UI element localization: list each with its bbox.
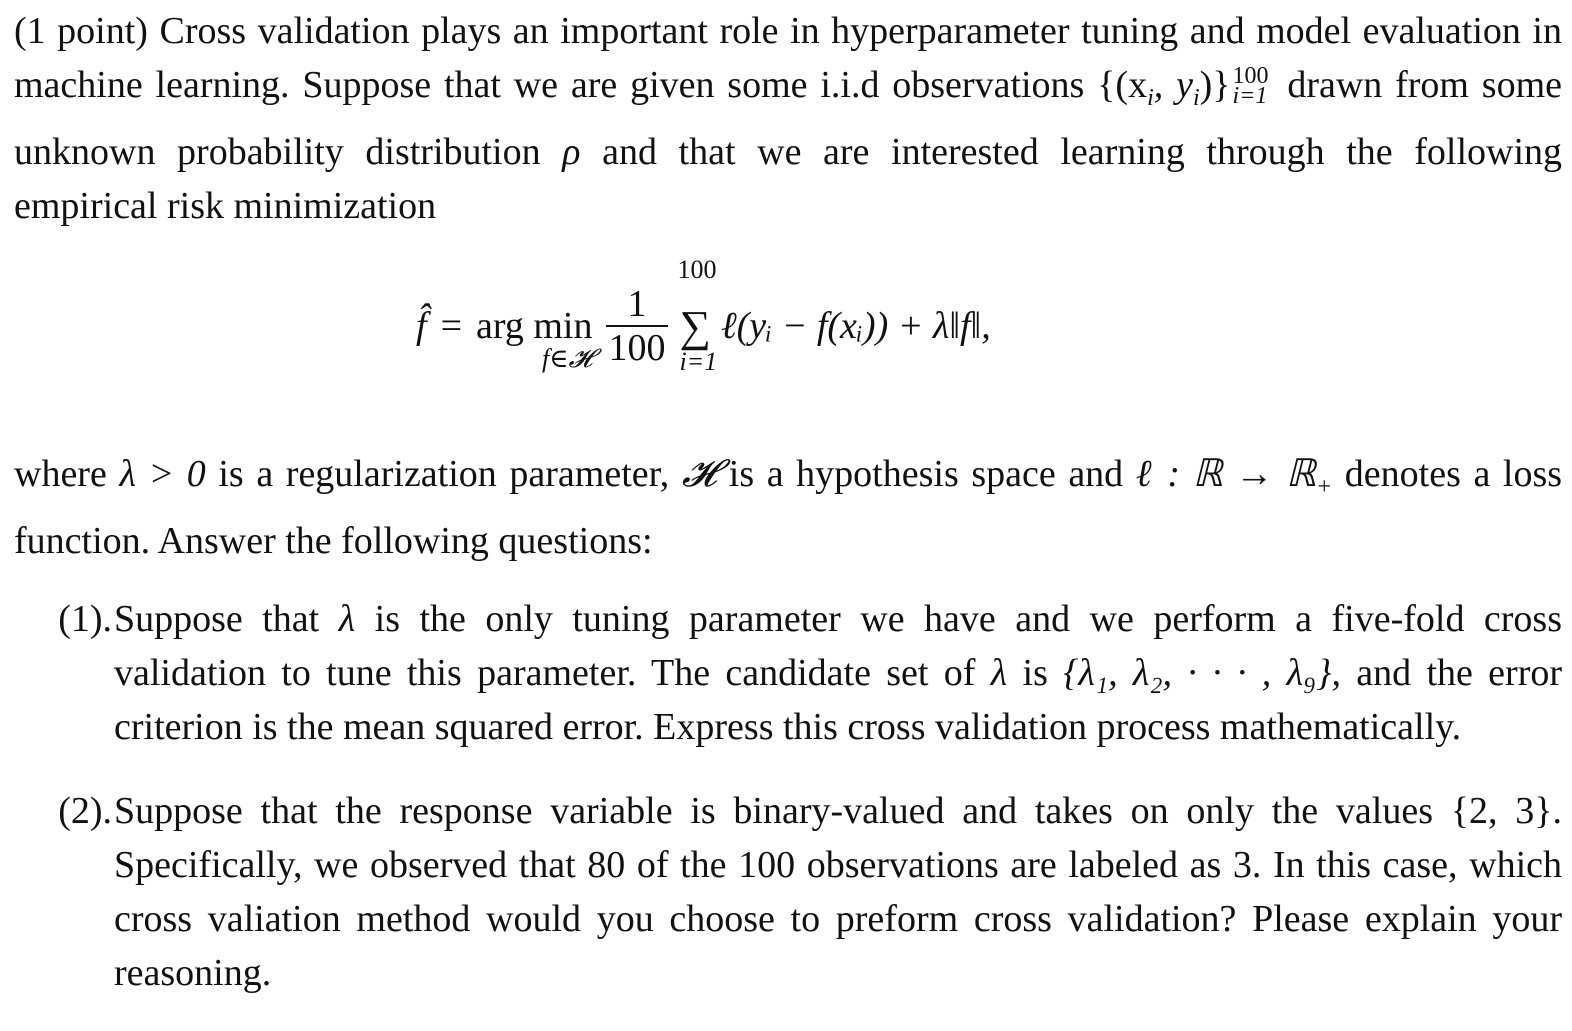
summation: ∑ 100 i=1 [677,254,718,376]
sum-upper-limit: 100 [677,254,717,284]
rho-symbol: ρ [562,131,581,173]
definition-paragraph [14,447,1562,568]
equals-sign: = [440,305,462,347]
hypothesis-space-symbol: 𝓗 [681,453,717,495]
intro-paragraph [14,4,1562,233]
f-hat: f̂ [416,305,427,347]
question-text: Suppose that the response variable is binary-valued and takes on only the values {2, 3}. Specifically, we observed that 80 of the 100 observations are labeled as 3. In this case, which cross valiation method would you choose to preform cross validation? Please explain your reasoning. [114,790,1563,994]
erm-equation [14,247,1562,447]
after-text-4: denotes a loss function. Answer the following questions: [14,453,1563,562]
fraction-denominator: 100 [608,327,666,369]
point-label: (1 point) [14,10,148,52]
after-text-3: is a hypothesis space and [728,453,1124,495]
argmin-operator: arg min f∈𝓗 [476,305,593,373]
argmin-subscript: f∈𝓗 [542,344,592,373]
fraction-numerator: 1 [627,283,647,325]
loss-map: ℓ : ℝ → ℝ$_+$ [1135,453,1333,500]
lambda-condition: λ > 0 [119,453,206,495]
question-list [14,592,1562,1000]
problem-page [14,0,1562,1030]
intro-text-3: and that we are interested learning through the following empirical risk minimization [14,131,1563,227]
after-text-2: is a regularization parameter, [218,453,670,495]
observation-set: {($x_i$, $y_i$)} 100 i=1 [1097,63,1269,111]
question-1 [14,592,1562,754]
question-2 [14,784,1562,1000]
lambda-candidate-set: {λ₁, λ₂, · · · , λ₉}, [1063,652,1341,694]
after-text-1: where [14,453,107,495]
question-number: (1). [58,598,112,640]
intro-text-2: drawn from some unknown probability distribution [14,64,1563,173]
loss-expression: ℓ(yᵢ − f(xᵢ)) + λ‖f‖, [720,305,991,347]
question-text: Suppose that λ is the only tuning parameter we have and we perform a five-fold cross validation to tune this parameter. The candidate set of λ is {λ₁, λ₂, · · · , λ₉}, and the error criterion is the mean squared error. Express this cross validation process mathematically. [114,598,1563,748]
fraction [604,283,669,369]
question-number: (2). [58,790,112,832]
sum-lower-limit: i=1 [679,346,718,376]
intro-text-1: Cross validation plays an important role in hyperparameter tuning and model evaluation in machine learning. Suppose that we are given some i.i.d observations [14,10,1562,106]
binary-values-set: {2, 3}. [1450,790,1563,832]
